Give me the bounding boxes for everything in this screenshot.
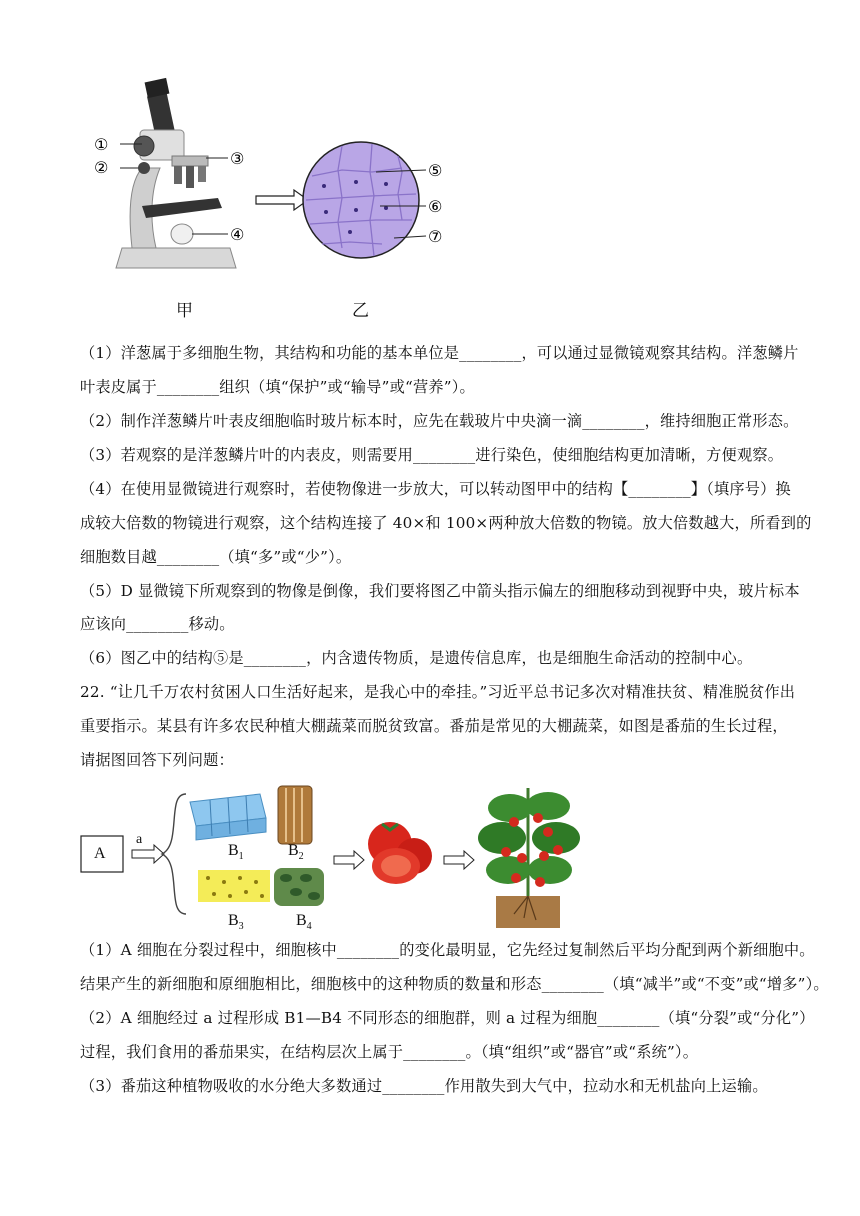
tomato-fruit-icon — [368, 822, 432, 884]
q22-line-3: （2）A 细胞经过 a 过程形成 B1—B4 不同形态的细胞群，则 a 过程为细胞________（填“分裂”或“分化”） — [80, 1009, 815, 1027]
q22-line-5: （3）番茄这种植物吸收的水分绝大多数通过________作用散失到大气中，拉动水和无机盐向上运输。 — [80, 1077, 768, 1095]
tissue-b1-icon — [190, 794, 266, 840]
q21-line-3: （2）制作洋葱鳞片叶表皮细胞临时玻片标本时，应先在载玻片中央滴一滴________，维持细胞正常形态。 — [80, 412, 799, 430]
q21-line-5: （4）在使用显微镜进行观察时，若使物像进一步放大，可以转动图甲中的结构【________】（填序号）换 — [80, 480, 791, 498]
q22-intro-2: 重要指示。某县有许多农民种植大棚蔬菜而脱贫致富。番茄是常见的大棚蔬菜，如图是番茄的生长过程， — [80, 717, 788, 735]
label-2: ② — [94, 158, 109, 177]
microscope-mirror-icon — [171, 224, 193, 244]
q21-line-6: 成较大倍数的物镜进行观察，这个结构连接了 40×和 100×两种放大倍数的物镜。放大倍数越大，所看到的 — [80, 514, 812, 532]
b1-label: $B_1$ — [228, 842, 244, 863]
tomato-growth-figure — [78, 778, 598, 934]
q22-intro-1: 22. “让几千万农村贫困人口生活好起来，是我心中的牵挂。”习近平总书记多次对精准扶贫、精准脱贫作出 — [80, 683, 796, 701]
arrow-icon-2 — [444, 851, 474, 869]
b3-label: $B_3$ — [228, 912, 244, 933]
label-7: ⑦ — [428, 227, 443, 246]
coarse-adjustment-knob-icon — [134, 136, 154, 156]
label-3: ③ — [230, 149, 245, 168]
arrow-icon — [334, 851, 364, 869]
b2-label: $B_2$ — [288, 842, 304, 863]
microscope-figure — [80, 72, 500, 322]
label-1: ① — [94, 135, 109, 154]
label-4: ④ — [230, 225, 245, 244]
brace-icon — [162, 794, 186, 914]
q21-line-7: 细胞数目越________（填“多”或“少”）。 — [80, 548, 352, 566]
q21-line-8: （5）D 显微镜下所观察到的物像是倒像，我们要将图乙中箭头指示偏左的细胞移动到视野中央，玻片标本 — [80, 582, 800, 600]
microscope-stage-icon — [142, 198, 222, 218]
q22-intro-3: 请据图回答下列问题： — [80, 751, 234, 769]
objective-lens-icon — [174, 166, 182, 184]
hollow-arrow-icon — [256, 190, 308, 210]
q22-line-4: 过程，我们食用的番茄果实，在结构层次上属于________。（填“组织”或“器官”或“系统”）。 — [80, 1043, 699, 1061]
microscope-base-icon — [116, 248, 236, 268]
tissue-b2-icon — [278, 786, 312, 844]
tomato-plant-icon — [478, 788, 580, 928]
q21-line-10: （6）图乙中的结构⑤是________，内含遗传物质，是遗传信息库，也是细胞生命活动的控制中心。 — [80, 649, 753, 667]
onion-cell-field-icon — [303, 142, 419, 258]
q21-line-4: （3）若观察的是洋葱鳞片叶的内表皮，则需要用________进行染色，使细胞结构更加清晰，方便观察。 — [80, 446, 784, 464]
label-5: ⑤ — [428, 161, 443, 180]
caption-jia: 甲 — [176, 301, 193, 321]
q22-line-2: 结果产生的新细胞和原细胞相比，细胞核中的这种物质的数量和形态________（填“减半”或“不变”或“增多”）。 — [80, 975, 829, 993]
b4-label: $B_4$ — [296, 912, 312, 933]
q21-line-9: 应该向________移动。 — [80, 615, 235, 633]
q21-line-1: （1）洋葱属于多细胞生物，其结构和功能的基本单位是________，可以通过显微镜观察其结构。洋葱鳞片 — [80, 344, 799, 362]
box-a-label: A — [94, 845, 106, 862]
caption-yi: 乙 — [352, 301, 369, 321]
q22-line-1: （1）A 细胞在分裂过程中，细胞核中________的变化最明显，它先经过复制然后平均分配到两个新细胞中。 — [80, 941, 815, 959]
tissue-b3-icon — [198, 870, 270, 902]
arrow-a-label: a — [136, 832, 143, 847]
tissue-b4-icon — [274, 868, 324, 906]
label-6: ⑥ — [428, 197, 443, 216]
q21-line-2: 叶表皮属于________组织（填“保护”或“输导”或“营养”）。 — [80, 378, 475, 396]
